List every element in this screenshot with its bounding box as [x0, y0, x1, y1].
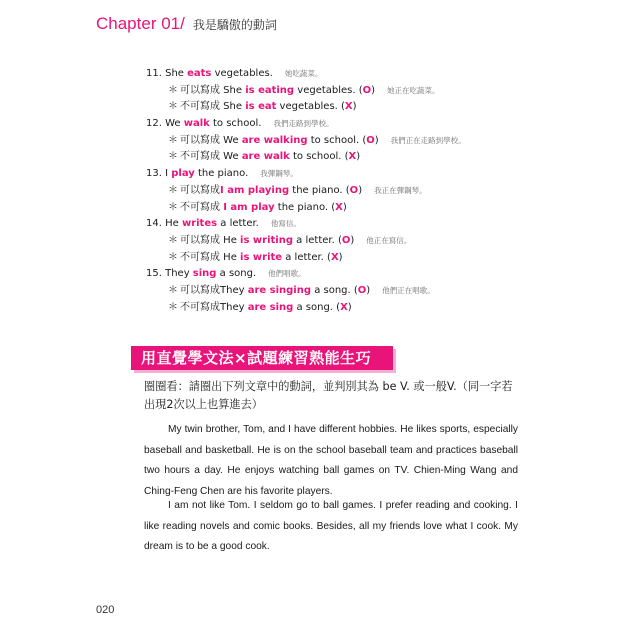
example-number: 15.	[146, 268, 166, 280]
sentence-text: a letter.	[217, 218, 259, 230]
sentence-text: vegetables. (	[294, 84, 363, 96]
sentence-text: He	[165, 218, 182, 230]
highlighted-verb: walk	[183, 118, 210, 130]
sentence-text: )	[347, 301, 352, 313]
highlighted-verb: sing	[192, 268, 217, 280]
highlighted-verb: eats	[187, 68, 212, 79]
highlighted-verb: is eating	[245, 84, 295, 96]
translation: 他們唱歌。	[268, 269, 306, 279]
translation: 他寫信。	[270, 219, 301, 229]
example-number: 13.	[146, 168, 166, 180]
example-sentence	[146, 66, 546, 83]
translation: 他正在寫信。	[366, 235, 412, 245]
sentence-text: She	[165, 68, 188, 79]
page-number: 020	[96, 604, 115, 616]
sentence-text: )	[338, 251, 343, 263]
sentence-text: )	[350, 234, 355, 246]
sentence-text: to school. (	[289, 151, 349, 163]
sentence-text: to school. (	[307, 134, 367, 146]
sentence-text: We	[165, 118, 184, 130]
asterisk-icon: ＊	[168, 84, 178, 96]
asterisk-icon: ＊	[168, 201, 178, 213]
incorrect-form	[146, 250, 546, 267]
example-sentence	[146, 166, 546, 183]
asterisk-icon: ＊	[168, 284, 178, 296]
asterisk-icon: ＊	[168, 251, 178, 263]
highlighted-verb: X	[344, 101, 353, 113]
sentence-text: )	[342, 201, 347, 213]
asterisk-icon: ＊	[168, 134, 178, 146]
example-list	[146, 66, 546, 316]
highlighted-verb: are walking	[241, 134, 308, 146]
passage-paragraph: My twin brother, Tom, and I have different hobbies. He likes sports, especially baseball and basketball. He is on the school baseball team and practices baseball two hours a day. He enjoys watching ball games on TV. Chien-Ming Wang and Ching-Feng Chen are his favorite players.	[144, 424, 518, 497]
passage-paragraph: I am not like Tom. I seldom go to ball games. I prefer reading and cooking. I like reading novels and comic books. Besides, all my friends love what I cook. My dream is to be a good cook.	[144, 500, 518, 553]
translation: 我正在彈鋼琴。	[374, 185, 427, 195]
highlighted-verb: O	[357, 284, 367, 296]
correct-form	[146, 183, 546, 200]
sentence-text: 可以寫成 He	[180, 234, 241, 246]
sentence-text: a song. (	[293, 301, 341, 313]
asterisk-icon: ＊	[168, 184, 178, 196]
sentence-text: 可以寫成They	[180, 284, 248, 296]
chapter-title: Chapter 01/	[96, 14, 185, 33]
highlighted-verb: writes	[181, 218, 218, 230]
sentence-text: 不可寫成They	[180, 301, 248, 313]
sentence-text: I	[165, 168, 172, 180]
sentence-text: a song. (	[311, 284, 358, 296]
sentence-text: 可以寫成 We	[180, 134, 242, 146]
highlighted-verb: I am playing	[220, 184, 290, 196]
highlighted-verb: are walk	[241, 151, 290, 163]
chapter-subtitle: 我是驕傲的動詞	[192, 18, 277, 32]
example-number: 12.	[146, 118, 166, 130]
sentence-text: )	[352, 101, 357, 113]
sentence-text: vegetables.	[211, 68, 273, 79]
exercise-instruction: 圈圈看：請圈出下列文章中的動詞，並判別其為 be V. 或一般V.（同一字若出現2次以上也算進去）	[144, 380, 513, 411]
sentence-text: 可以寫成	[180, 184, 220, 196]
translation: 他們正在唱歌。	[382, 285, 435, 295]
highlighted-verb: O	[341, 234, 351, 246]
asterisk-icon: ＊	[168, 151, 178, 163]
sentence-text: )	[358, 184, 363, 196]
sentence-text: 不可寫成 We	[180, 151, 242, 163]
translation: 她正在吃蔬菜。	[387, 85, 440, 95]
sentence-text: the piano.	[194, 168, 249, 180]
highlighted-verb: I am play	[223, 201, 275, 213]
highlighted-verb: X	[348, 151, 357, 163]
sentence-text: the piano. (	[274, 201, 336, 213]
sentence-text: )	[366, 284, 371, 296]
translation: 她吃蔬菜。	[284, 69, 323, 78]
highlighted-verb: O	[362, 84, 372, 96]
section-banner: 用直覺學文法×試題練習熟能生巧	[131, 346, 393, 370]
highlighted-verb: X	[340, 301, 348, 313]
example-number: 14.	[146, 218, 166, 230]
translation: 我們走路到學校。	[273, 119, 334, 129]
sentence-text: )	[374, 134, 379, 146]
sentence-text: 不可寫成 She	[180, 101, 246, 113]
translation: 我們正在走路到學校。	[390, 135, 466, 145]
highlighted-verb: X	[335, 201, 343, 213]
example-sentence	[146, 116, 546, 133]
highlighted-verb: are singing	[247, 284, 312, 296]
incorrect-form	[146, 149, 546, 166]
correct-form	[146, 83, 546, 100]
example-sentence	[146, 216, 546, 233]
sentence-text: vegetables. (	[276, 101, 345, 113]
highlighted-verb: is writing	[240, 234, 293, 246]
incorrect-form	[146, 300, 546, 317]
correct-form	[146, 133, 546, 150]
sentence-text: )	[371, 84, 376, 96]
translation: 我彈鋼琴。	[260, 169, 298, 179]
correct-form	[146, 283, 546, 300]
sentence-text: 不可寫成	[180, 201, 224, 213]
highlighted-verb: is eat	[245, 101, 277, 113]
highlighted-verb: O	[349, 184, 359, 196]
incorrect-form	[146, 200, 546, 217]
chapter-header	[96, 14, 277, 38]
sentence-text: to school.	[209, 118, 262, 130]
asterisk-icon: ＊	[168, 234, 178, 246]
example-number: 11.	[146, 68, 166, 79]
asterisk-icon: ＊	[168, 301, 178, 313]
sentence-text: a song.	[216, 268, 257, 280]
incorrect-form	[146, 99, 546, 116]
highlighted-verb: are sing	[247, 301, 294, 313]
sentence-text: 可以寫成 She	[180, 84, 246, 96]
correct-form	[146, 233, 546, 250]
sentence-text: 不可寫成 He	[180, 251, 241, 263]
highlighted-verb: O	[366, 134, 375, 146]
example-sentence	[146, 266, 546, 283]
highlighted-verb: play	[171, 168, 195, 180]
highlighted-verb: is write	[240, 251, 283, 263]
sentence-text: )	[356, 151, 361, 163]
highlighted-verb: X	[330, 251, 339, 263]
sentence-text: a letter. (	[282, 251, 331, 263]
sentence-text: the piano. (	[289, 184, 350, 196]
asterisk-icon: ＊	[168, 101, 178, 113]
sentence-text: a letter. (	[292, 234, 342, 246]
sentence-text: They	[165, 268, 193, 280]
